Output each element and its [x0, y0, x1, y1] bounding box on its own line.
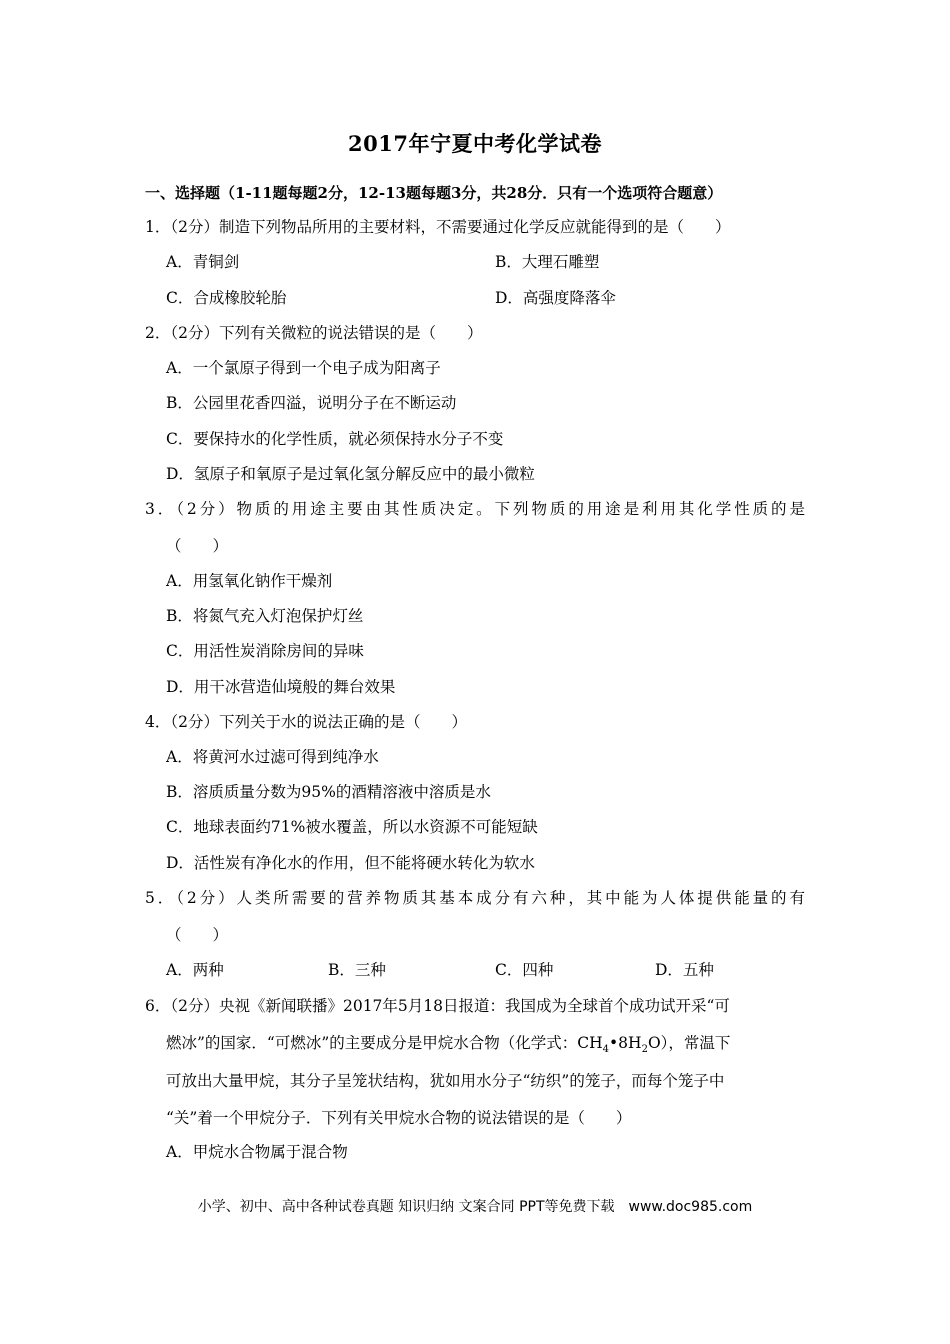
question-1-option-c: C．合成橡胶轮胎	[166, 289, 287, 307]
page-footer: 小学、初中、高中各种试卷真题 知识归纳 文案合同 PPT等免费下载 www.doc985.com	[197, 1199, 753, 1215]
question-3-option-c: C．用活性炭消除房间的异味	[166, 642, 364, 660]
question-2-stem: 2．（2分）下列有关微粒的说法错误的是（ ）	[145, 324, 483, 342]
question-6-line-2	[166, 1033, 730, 1060]
question-6-option-a: A．甲烷水合物属于混合物	[166, 1143, 348, 1161]
question-2-option-c: C．要保持水的化学性质，就必须保持水分子不变	[166, 430, 504, 448]
question-5-option-c: C．四种	[495, 961, 554, 979]
question-4-option-d: D．活性炭有净化水的作用，但不能将硬水转化为软水	[166, 854, 535, 872]
question-1-option-b: B．大理石雕塑	[495, 253, 600, 271]
question-1-stem: 1．（2分）制造下列物品所用的主要材料，不需要通过化学反应就能得到的是（ ）	[145, 218, 731, 236]
question-6-line-2-tail: O），常温下	[647, 1034, 731, 1052]
page-title: 2017年宁夏中考化学试卷	[348, 131, 602, 156]
question-3-option-a: A．用氢氧化钠作干燥剂	[166, 572, 333, 590]
question-6-line-2-text: 燃冰”的国家．“可燃冰”的主要成分是甲烷水合物（化学式：CH	[166, 1034, 603, 1052]
question-5-stem: 5．（2分）人类所需要的营养物质其基本成分有六种，其中能为人体提供能量的有	[145, 889, 805, 907]
question-5-option-b: B．三种	[328, 961, 386, 979]
question-1-option-d: D．高强度降落伞	[495, 289, 616, 307]
question-2-option-b: B．公园里花香四溢，说明分子在不断运动	[166, 394, 457, 412]
question-2-option-d: D．氢原子和氧原子是过氧化氢分解反应中的最小微粒	[166, 465, 535, 483]
question-6-line-1: 6．（2分）央视《新闻联播》2017年5月18日报道：我国成为全球首个成功试开采“可	[145, 997, 730, 1015]
question-5-answer-paren: （ ）	[166, 926, 229, 944]
question-3-stem: 3．（2分）物质的用途主要由其性质决定。下列物质的用途是利用其化学性质的是	[145, 500, 805, 518]
formula-subscript: 2	[641, 1044, 648, 1056]
question-3-option-b: B．将氮气充入灯泡保护灯丝	[166, 607, 364, 625]
question-4-option-b: B．溶质质量分数为95%的酒精溶液中溶质是水	[166, 783, 491, 801]
formula-subscript: 4	[602, 1044, 610, 1056]
question-3-answer-paren: （ ）	[166, 537, 229, 555]
question-4-option-c: C．地球表面约71%被水覆盖，所以水资源不可能短缺	[166, 818, 538, 836]
question-5-option-a: A．两种	[166, 961, 224, 979]
question-4-stem: 4．（2分）下列关于水的说法正确的是（ ）	[145, 713, 467, 731]
question-6-line-3: 可放出大量甲烷，其分子呈笼状结构，犹如用水分子“纺织”的笼子，而每个笼子中	[166, 1072, 725, 1090]
question-5-option-d: D．五种	[655, 961, 714, 979]
question-6-line-4: “关”着一个甲烷分子．下列有关甲烷水合物的说法错误的是（ ）	[166, 1109, 632, 1127]
question-2-option-a: A．一个氯原子得到一个电子成为阳离子	[166, 359, 441, 377]
question-4-option-a: A．将黄河水过滤可得到纯净水	[166, 748, 379, 766]
section-heading: 一、选择题（1-11题每题2分，12-13题每题3分，共28分．只有一个选项符合题意）	[145, 184, 723, 202]
question-3-option-d: D．用干冰营造仙境般的舞台效果	[166, 678, 396, 696]
question-1-option-a: A．青铜剑	[166, 253, 240, 271]
formula-part: •8H	[609, 1034, 642, 1052]
